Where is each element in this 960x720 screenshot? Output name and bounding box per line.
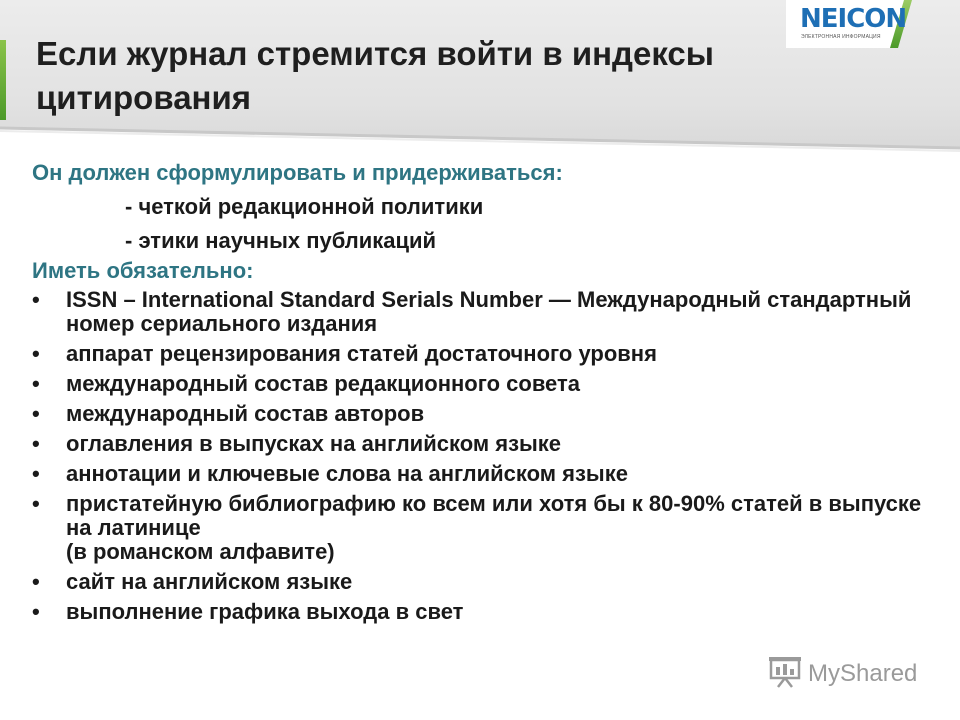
- intro-item-editorial-policy: - четкой редакционной политики: [125, 194, 484, 219]
- list-item: [32, 288, 932, 336]
- neicon-logo-subtitle: ЭЛЕКТРОННАЯ ИНФОРМАЦИЯ: [801, 34, 881, 40]
- watermark-text: MyShared: [808, 660, 918, 687]
- list-item: [32, 492, 932, 564]
- list-item-text: выполнение графика выхода в свет: [66, 599, 464, 624]
- bullet-marker: •: [32, 491, 40, 516]
- bullet-marker: •: [32, 599, 40, 624]
- left-accent-bar: [0, 40, 6, 120]
- list-item-text: пристатейную библиографию ко всем или хотя бы к 80-90% статей в выпуске на латинице: [66, 491, 922, 540]
- intro-heading: Он должен сформулировать и придерживаться:: [32, 160, 563, 185]
- intro-item-publication-ethics: - этики научных публикаций: [125, 228, 437, 253]
- list-item-text: ISSN – International Standard Serials Number — Международный стандартный номер сериального издания: [66, 287, 912, 336]
- bullet-marker: •: [32, 341, 40, 366]
- bullet-marker: •: [32, 371, 40, 396]
- page-title: Если журнал стремится войти в индексы цитирования: [36, 35, 714, 116]
- list-item: [32, 600, 932, 624]
- list-item: [32, 462, 932, 486]
- bullet-marker: •: [32, 461, 40, 486]
- presentation-board-icon: [768, 656, 802, 693]
- list-item-text: аппарат рецензирования статей достаточного уровня: [66, 341, 657, 366]
- list-item-text: оглавления в выпусках на английском языке: [66, 431, 562, 456]
- bullet-marker: •: [32, 287, 40, 312]
- bullet-marker: •: [32, 401, 40, 426]
- list-item-text: аннотации и ключевые слова на английском языке: [66, 461, 628, 486]
- list-item-text: сайт на английском языке: [66, 569, 353, 594]
- bullet-marker: •: [32, 431, 40, 456]
- neicon-logo: NEICON: [800, 4, 907, 34]
- list-item: [32, 432, 932, 456]
- list-item-text: международный состав авторов: [66, 401, 425, 426]
- list-item-text: международный состав редакционного совета: [66, 371, 581, 396]
- list-item: [32, 342, 932, 366]
- list-item-text-continuation: (в романском алфавите): [66, 539, 335, 564]
- list-item: [32, 570, 932, 594]
- list-item: [32, 402, 932, 426]
- list-item: [32, 372, 932, 396]
- myshared-watermark: [768, 656, 917, 692]
- bullet-marker: •: [32, 569, 40, 594]
- slide-content: [32, 160, 932, 630]
- requirements-list: [32, 288, 932, 624]
- requirements-heading: Иметь обязательно:: [32, 258, 254, 283]
